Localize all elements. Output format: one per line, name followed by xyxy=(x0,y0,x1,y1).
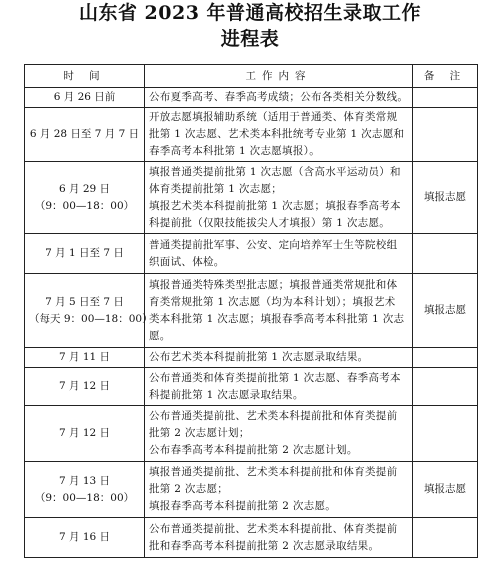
content-text: 填报春季高考本科提前批第 2 次志愿。 xyxy=(149,500,337,512)
content-cell xyxy=(145,162,413,234)
note-cell xyxy=(413,108,478,162)
content-text: 类本科批第 1 次志愿；填报春季高考本科批第 1 次志 xyxy=(149,312,405,325)
content-cell xyxy=(145,518,413,558)
table-row xyxy=(25,234,478,274)
time-cell xyxy=(25,162,145,234)
note-cell xyxy=(413,368,478,406)
time-text: 7 月 13 日 xyxy=(58,474,111,487)
header-note: 备 注 xyxy=(413,65,478,88)
content-text: 愿。 xyxy=(149,329,171,342)
content-text: 填报普通类提前批、艺术类本科提前批和体育类提前 xyxy=(149,466,398,478)
content-cell xyxy=(145,462,413,518)
content-text: 体育类提前批第 1 次志愿； xyxy=(149,182,283,195)
table-row xyxy=(25,462,478,518)
time-cell xyxy=(25,274,153,348)
content-text: 科提前批（仅限技能拔尖人才填报）第 1 次志愿。 xyxy=(149,216,391,229)
table-row xyxy=(25,162,478,234)
content-text: 公布夏季高考、春季高考成绩；公布各类相关分数线。 xyxy=(149,91,409,103)
content-cell xyxy=(145,406,413,462)
content-text: 织面试、体检。 xyxy=(149,255,225,268)
time-text: 7 月 12 日 xyxy=(58,427,111,439)
time-text: 7 月 5 日至 7 日 xyxy=(45,295,124,308)
note-cell xyxy=(413,406,478,462)
header-content: 工作内容 xyxy=(145,65,413,88)
time-cell xyxy=(25,88,145,108)
time-text: （每天 9：00—18：00） xyxy=(29,312,153,325)
schedule-table xyxy=(24,64,478,558)
content-text: 育类常规批第 1 次志愿（均为本科计划）；填报艺术 xyxy=(149,295,396,308)
content-cell xyxy=(145,234,413,274)
content-text: 填报普通类特殊类型批志愿；填报普通类常规批和体 xyxy=(149,278,398,291)
table-row xyxy=(25,88,478,108)
document-title-line-1: 山东省 2023 年普通高校招生录取工作 xyxy=(78,2,422,24)
content-text: 科提前批第 1 次志愿录取结果。 xyxy=(149,388,304,401)
time-text: 6 月 29 日 xyxy=(58,182,111,195)
table-header-row xyxy=(25,65,478,88)
table-row xyxy=(25,108,478,162)
time-text: （9：00—18：00） xyxy=(34,491,135,504)
time-cell xyxy=(25,348,145,368)
time-text: 7 月 12 日 xyxy=(58,380,111,392)
content-cell xyxy=(145,348,413,368)
content-text: 公布普通类提前批、艺术类本科提前批和体育类提前 xyxy=(149,410,398,422)
content-text: 批第 2 次志愿计划； xyxy=(149,427,250,439)
time-cell xyxy=(25,108,145,162)
time-cell xyxy=(25,234,145,274)
time-cell xyxy=(25,462,145,518)
content-text: 批和春季高考本科提前批第 2 次志愿录取结果。 xyxy=(149,539,380,552)
content-cell xyxy=(145,88,413,108)
table-row xyxy=(25,368,478,406)
time-text: 6 月 26 日前 xyxy=(53,91,116,103)
time-text: （9：00—18：00） xyxy=(34,199,135,212)
note-cell: 填报志愿 xyxy=(413,162,478,234)
time-cell xyxy=(25,368,145,406)
content-text: 批第 2 次志愿； xyxy=(149,483,229,495)
content-text: 开放志愿填报辅助系统（适用于普通类、体育类常规 xyxy=(149,111,398,123)
table-row xyxy=(25,274,478,348)
document-title-line-2: 进程表 xyxy=(220,28,280,50)
table-row xyxy=(25,348,478,368)
content-text: 批第 1 次志愿、艺术类本科批统考专业第 1 次志愿和 xyxy=(149,128,405,140)
note-cell: 填报志愿 xyxy=(413,274,478,348)
table-row xyxy=(25,406,478,462)
content-text: 公布普通类和体育类提前批第 1 次志愿、春季高考本 xyxy=(149,371,401,384)
content-cell xyxy=(145,274,413,348)
content-text: 公布艺术类本科提前批第 1 次志愿录取结果。 xyxy=(149,351,369,363)
note-cell xyxy=(413,348,478,368)
table-body xyxy=(25,88,478,558)
content-text: 填报艺术类本科提前批第 1 次志愿；填报春季高考本 xyxy=(149,199,401,212)
time-text: 6 月 28 日至 7 月 7 日 xyxy=(29,128,140,140)
time-cell xyxy=(25,518,145,558)
header-time: 时 间 xyxy=(25,65,145,88)
content-text: 填报普通类提前批第 1 次志愿（含高水平运动员）和 xyxy=(149,165,401,178)
table-row xyxy=(25,518,478,558)
time-cell xyxy=(25,406,145,462)
note-cell xyxy=(413,234,478,274)
content-text: 公布春季高考本科提前批第 2 次志愿计划。 xyxy=(149,444,358,456)
content-text: 春季高考本科批第 1 次志愿填报）。 xyxy=(149,145,321,157)
note-cell xyxy=(413,518,478,558)
time-text: 7 月 1 日至 7 日 xyxy=(45,247,124,259)
content-text: 普通类提前批军事、公安、定向培养军士生等院校组 xyxy=(149,238,398,251)
content-cell xyxy=(145,108,413,162)
content-cell xyxy=(145,368,413,406)
note-cell xyxy=(413,88,478,108)
time-text: 7 月 11 日 xyxy=(58,351,111,363)
note-cell: 填报志愿 xyxy=(413,462,478,518)
content-text: 公布普通类提前批、艺术类本科提前批、体育类提前 xyxy=(149,522,398,535)
time-text: 7 月 16 日 xyxy=(58,531,111,543)
